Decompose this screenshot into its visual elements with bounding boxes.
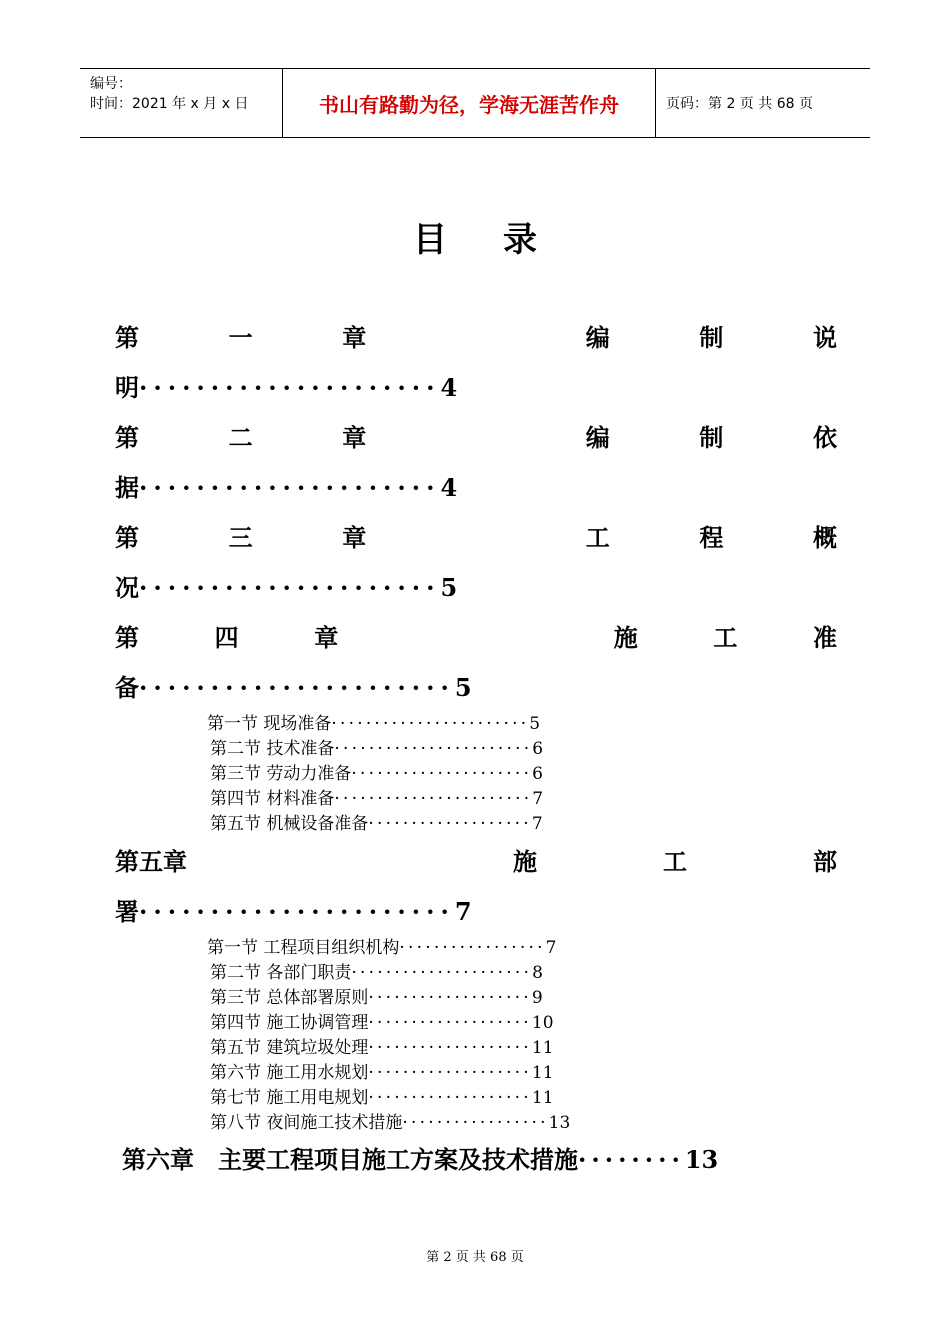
leader-dots: ······················· [334, 739, 533, 759]
section-label: 第二节 技术准备 [210, 739, 335, 759]
chapter-text: 第 [115, 323, 139, 352]
page-number: 5 [529, 714, 541, 734]
page-number: 7 [532, 789, 544, 809]
chapter-text: 一 [228, 323, 253, 352]
section-label: 第五节 建筑垃圾处理 [210, 1038, 369, 1058]
leader-dots: ··················· [368, 814, 532, 834]
chapter-5-line-1[interactable] [115, 842, 837, 877]
chapter-text: 施 [613, 623, 638, 652]
chapter-text: 第五章 [115, 847, 187, 876]
section-label: 第二节 各部门职责 [210, 963, 352, 983]
leader-dots: ··················· [368, 1038, 532, 1058]
chapter-text: 第六章 主要工程项目施工方案及技术措施 [122, 1145, 578, 1174]
section-label: 第一节 工程项目组织机构 [207, 938, 400, 958]
section-label: 第五节 机械设备准备 [210, 814, 369, 834]
chapter-text: 概 [812, 523, 837, 552]
chapter-text: 第 [115, 523, 139, 552]
chapter-4-line-1[interactable] [115, 618, 837, 653]
chapter-text: 章 [342, 423, 367, 452]
chapter-2-line-1[interactable] [115, 418, 837, 453]
section-5-1[interactable] [207, 933, 557, 958]
section-label: 第四节 施工协调管理 [210, 1013, 369, 1033]
section-4-1[interactable] [207, 709, 540, 734]
title-char-2: 录 [503, 220, 537, 260]
leader-dots: ······················ [139, 897, 455, 926]
chapter-3-line-2[interactable] [115, 568, 457, 603]
section-label: 第七节 施工用电规划 [210, 1088, 369, 1108]
section-label: 第三节 劳动力准备 [210, 764, 352, 784]
page-number: 8 [532, 963, 543, 983]
chapter-5-line-2[interactable] [115, 892, 472, 927]
page-number: 9 [531, 988, 543, 1008]
page-number: 10 [531, 1013, 554, 1033]
chapter-text: 况 [115, 573, 139, 602]
chapter-text: 制 [699, 423, 724, 452]
chapter-text: 四 [214, 623, 239, 652]
section-5-3[interactable] [210, 983, 543, 1008]
leader-dots: ······················ [139, 673, 455, 702]
chapter-text: 程 [699, 523, 724, 552]
chapter-1-line-2[interactable] [115, 368, 457, 403]
page-number: 4 [440, 473, 458, 502]
chapter-text: 工 [663, 847, 687, 876]
chapter-text: 部 [813, 847, 837, 876]
chapter-text: 工 [713, 623, 738, 652]
leader-dots: ··················· [368, 1088, 532, 1108]
chapter-text: 三 [228, 523, 253, 552]
section-4-5[interactable] [210, 809, 543, 834]
page-number: 5 [454, 673, 472, 702]
page-footer: 第 2 页 共 68 页 [426, 1250, 524, 1265]
chapter-text: 章 [314, 623, 339, 652]
leader-dots: ····················· [139, 473, 441, 502]
page-number: 6 [532, 739, 544, 759]
leader-dots: ······················· [331, 714, 530, 734]
page-number: 11 [531, 1088, 554, 1108]
section-label: 第一节 现场准备 [207, 714, 332, 734]
chapter-text: 编 [585, 323, 610, 352]
section-label: 第三节 总体部署原则 [210, 988, 369, 1008]
section-4-3[interactable] [210, 759, 543, 784]
chapter-text: 编 [585, 423, 610, 452]
chapter-4-line-2[interactable] [115, 668, 472, 703]
title-char-1: 目 [413, 220, 447, 260]
leader-dots: ··················· [368, 988, 532, 1008]
page-info: 页码：第 2 页 共 68 页 [666, 96, 813, 112]
chapter-text: 据 [115, 473, 139, 502]
section-5-6[interactable] [210, 1058, 554, 1083]
chapter-text: 制 [699, 323, 724, 352]
chapter-text: 工 [585, 523, 610, 552]
page-number: 13 [548, 1113, 571, 1133]
leader-dots: ··················· [368, 1063, 532, 1083]
leader-dots: ········ [578, 1145, 685, 1174]
chapter-text: 备 [115, 673, 139, 702]
page-number: 5 [440, 573, 458, 602]
page-number: 11 [531, 1038, 554, 1058]
section-5-8[interactable] [210, 1108, 570, 1133]
section-5-2[interactable] [210, 958, 543, 983]
leader-dots: ····················· [139, 573, 441, 602]
section-4-2[interactable] [210, 734, 543, 759]
chapter-text: 章 [342, 323, 367, 352]
page-header [80, 68, 870, 138]
section-5-4[interactable] [210, 1008, 554, 1033]
page-number: 13 [684, 1145, 719, 1174]
number-label: 编号： [90, 76, 132, 92]
header-meta-cell [80, 69, 283, 137]
leader-dots: ······················· [334, 789, 533, 809]
chapter-6-line[interactable] [122, 1140, 718, 1175]
section-4-4[interactable] [210, 784, 543, 809]
section-5-7[interactable] [210, 1083, 554, 1108]
chapter-text: 第 [115, 423, 139, 452]
section-5-5[interactable] [210, 1033, 554, 1058]
chapter-text: 说 [812, 323, 837, 352]
leader-dots: ····················· [139, 373, 441, 402]
page-number: 4 [440, 373, 458, 402]
chapter-text: 施 [513, 847, 537, 876]
toc-title [0, 212, 950, 261]
chapter-text: 第 [115, 623, 139, 652]
leader-dots: ··················· [368, 1013, 532, 1033]
date-label: 时间：2021 年 x 月 x 日 [90, 96, 249, 112]
leader-dots: ····················· [351, 963, 533, 983]
page-number: 7 [454, 897, 472, 926]
chapter-text: 准 [812, 623, 837, 652]
chapter-3-line-1[interactable] [115, 518, 837, 553]
page-number: 6 [532, 764, 543, 784]
chapter-text: 署 [115, 897, 139, 926]
section-label: 第四节 材料准备 [210, 789, 335, 809]
chapter-text: 二 [228, 423, 253, 452]
chapter-2-line-2[interactable] [115, 468, 457, 503]
section-label: 第八节 夜间施工技术措施 [210, 1113, 403, 1133]
chapter-text: 依 [812, 423, 837, 452]
page-number: 11 [531, 1063, 554, 1083]
leader-dots: ····················· [351, 764, 533, 784]
chapter-text: 章 [342, 523, 367, 552]
leader-dots: ················· [402, 1113, 549, 1133]
chapter-1-line-1[interactable] [115, 318, 837, 353]
section-label: 第六节 施工用水规划 [210, 1063, 369, 1083]
leader-dots: ················· [399, 938, 546, 958]
chapter-text: 明 [115, 373, 139, 402]
page-number: 7 [531, 814, 543, 834]
motto: 书山有路勤为径，学海无涯苦作舟 [283, 69, 656, 137]
page-number: 7 [545, 938, 557, 958]
